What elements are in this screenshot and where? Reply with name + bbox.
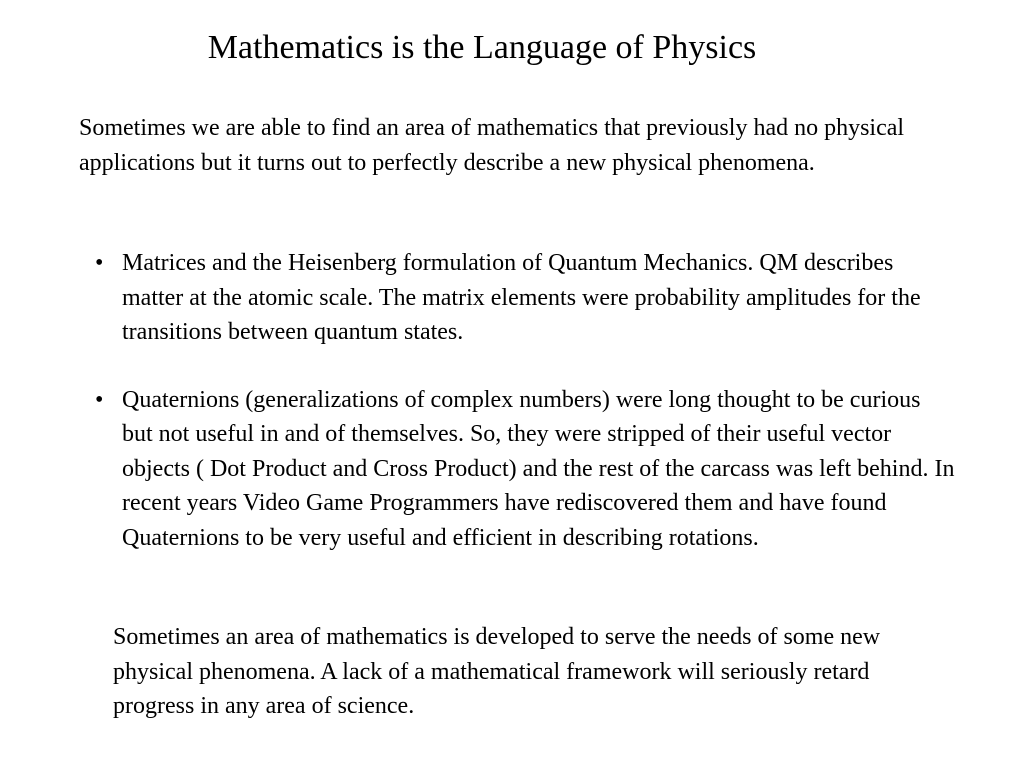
bullet-text: Quaternions (generalizations of complex numbers) were long thought to be curious but not useful in and of themselves. So, they were stripped of their useful vector objects ( Dot Product and Cross Product) and the rest of the carcass was left behind. In recent years Video Game Programmers have rediscovered them and have found Quaternions to be very useful and efficient in describing rotations. (122, 386, 955, 551)
bullet-item-matrices (95, 246, 955, 350)
bullet-icon: • (95, 250, 104, 276)
bullet-item-quaternions (95, 383, 955, 556)
closing-paragraph: Sometimes an area of mathematics is developed to serve the needs of some new physical phenomena. A lack of a mathematical framework will seriously retard progress in any area of science. (113, 624, 881, 719)
bullet-icon: • (95, 386, 104, 413)
bullet-list (95, 246, 955, 555)
bullet-text: Matrices and the Heisenberg formulation of Quantum Mechanics. QM describes matter at the atomic scale. The matrix elements were probability amplitudes for the transitions between quantum states. (122, 250, 921, 345)
slide-title: Mathematics is the Language of Physics (207, 29, 757, 66)
intro-paragraph: Sometimes we are able to find an area of mathematics that previously had no physical applications but it turns out to perfectly describe a new physical phenomena. (79, 115, 905, 176)
